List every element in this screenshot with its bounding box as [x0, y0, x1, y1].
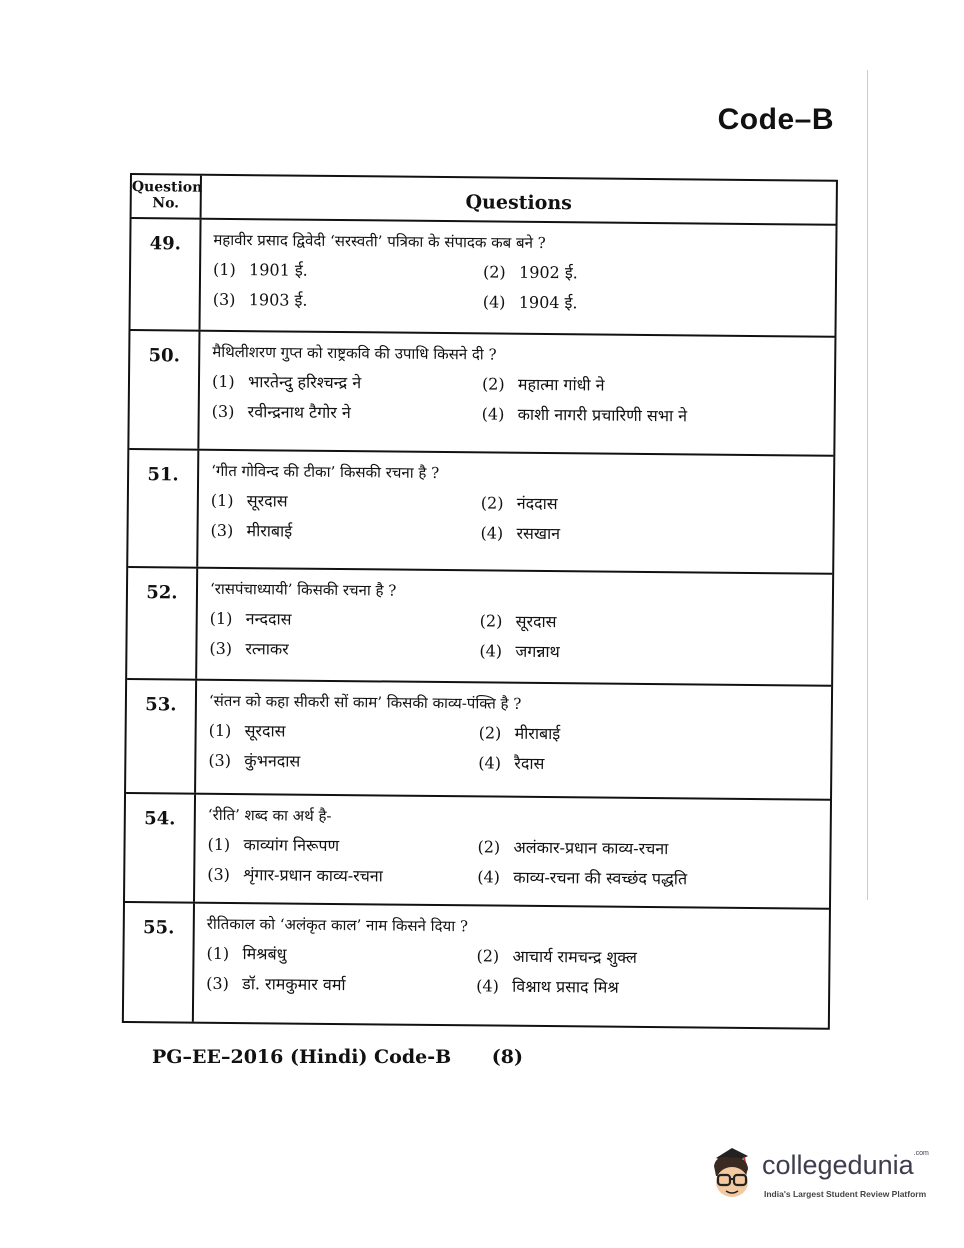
option-1 — [211, 489, 481, 514]
options-grid — [208, 719, 830, 777]
option-text: भारतेन्दु हरिश्चन्द्र ने — [247, 372, 362, 393]
option-number: (1) — [211, 371, 235, 392]
option-text: मीराबाई — [514, 723, 561, 744]
option-1 — [206, 942, 476, 967]
option-4 — [478, 751, 830, 776]
option-number: (2) — [477, 837, 501, 857]
option-number: (1) — [206, 943, 230, 963]
option-4 — [482, 402, 834, 427]
option-text: नंददास — [516, 493, 558, 514]
option-1 — [209, 719, 479, 744]
table-header — [132, 175, 836, 226]
question-row — [124, 903, 829, 1028]
question-text: ‘गीत गोविन्द की टीका’ किसकी रचना है ? — [211, 461, 440, 482]
option-number: (3) — [210, 520, 234, 541]
option-3 — [207, 863, 477, 888]
option-text: 1901 ई. — [248, 260, 308, 280]
question-text: रीतिकाल को ‘अलंकृत काल’ नाम किसने दिया ? — [206, 914, 469, 936]
option-3 — [212, 400, 482, 425]
option-text: डॉ. रामकुमार वर्मा — [242, 974, 346, 995]
question-row — [127, 568, 832, 687]
option-2 — [477, 835, 829, 860]
option-number: (2) — [476, 946, 500, 966]
option-1 — [213, 258, 483, 283]
question-text: मैथिलीशरण गुप्त को राष्ट्रकवि की उपाधि किसने दी ? — [212, 342, 497, 364]
question-row — [129, 331, 834, 457]
question-number: 49. — [131, 219, 202, 330]
questions-table — [122, 173, 838, 1030]
option-2 — [480, 609, 832, 634]
collegedunia-logo — [706, 1140, 936, 1210]
option-4 — [483, 290, 835, 315]
option-text: कुंभनदास — [244, 751, 301, 771]
options-grid — [210, 489, 832, 547]
page-footer — [152, 1046, 523, 1068]
options-grid — [209, 607, 831, 665]
question-text: ‘रासपंचाध्यायी’ किसकी रचना है ? — [209, 579, 397, 600]
question-body — [196, 681, 831, 799]
option-3 — [209, 637, 479, 662]
brand-tagline: India's Largest Student Review Platform — [764, 1189, 927, 1199]
question-text: महावीर प्रसाद द्विवेदी ‘सरस्वती’ पत्रिका के संपादक कब बने ? — [213, 230, 546, 252]
question-body — [198, 451, 833, 573]
option-text: सूरदास — [244, 721, 286, 741]
question-body — [197, 569, 832, 685]
option-number: (1) — [212, 259, 236, 280]
question-row — [125, 794, 830, 910]
option-number: (1) — [208, 720, 232, 740]
option-text: आचार्य रामचन्द्र शुक्ल — [512, 946, 638, 967]
option-4 — [479, 639, 831, 664]
option-text: 1904 ई. — [518, 292, 578, 313]
question-number: 51. — [128, 450, 199, 567]
option-number: (2) — [478, 723, 502, 743]
option-1 — [210, 607, 480, 632]
option-text: 1903 ई. — [248, 290, 308, 310]
option-4 — [476, 974, 828, 999]
option-text: जगन्नाथ — [515, 641, 560, 662]
option-2 — [481, 491, 833, 516]
option-text: सूरदास — [515, 611, 557, 632]
option-text: विश्नाथ प्रसाद मिश्र — [512, 976, 619, 997]
option-number: (4) — [481, 404, 505, 424]
option-text: रसखान — [516, 523, 561, 544]
options-grid — [206, 942, 828, 1000]
option-3 — [210, 519, 480, 544]
option-number: (2) — [479, 611, 503, 631]
option-2 — [483, 260, 835, 285]
option-text: काव्यांग निरूपण — [243, 835, 340, 856]
option-number: (4) — [476, 976, 499, 996]
option-2 — [482, 372, 834, 397]
column-header-question-no: Question No. — [132, 175, 202, 218]
options-grid — [212, 370, 834, 428]
option-1 — [212, 370, 482, 395]
brand-name: collegedunia$^{.com}$ — [762, 1150, 929, 1180]
option-2 — [479, 721, 831, 746]
option-number: (1) — [207, 834, 231, 854]
question-body — [194, 904, 829, 1028]
option-1 — [207, 833, 477, 858]
option-number: (1) — [209, 608, 233, 629]
option-4 — [477, 865, 829, 890]
option-text: 1902 ई. — [518, 262, 578, 283]
option-number: (3) — [208, 750, 232, 770]
question-number: 53. — [126, 680, 197, 793]
option-number: (4) — [479, 641, 503, 661]
question-row — [130, 219, 835, 338]
question-row — [126, 680, 831, 801]
question-number: 55. — [124, 903, 195, 1022]
option-text: रत्नाकर — [245, 639, 289, 659]
option-text: शृंगार-प्रधान काव्य-रचना — [243, 865, 383, 886]
paper-name: PG–EE–2016 (Hindi) Code-B — [152, 1046, 452, 1068]
option-3 — [213, 288, 483, 313]
question-body — [195, 795, 830, 908]
option-number: (2) — [481, 374, 505, 394]
option-number: (1) — [210, 490, 234, 511]
question-text: ‘संतन को कहा सीकरी सों काम’ किसकी काव्य-पंक्ति है ? — [208, 691, 522, 713]
options-grid — [213, 258, 835, 316]
option-number: (2) — [482, 262, 506, 282]
option-4 — [480, 521, 832, 546]
option-text: मीराबाई — [246, 521, 293, 541]
option-number: (4) — [480, 523, 504, 543]
mascot-icon — [706, 1140, 766, 1210]
paper-code: Code–B — [717, 103, 834, 136]
option-number: (3) — [211, 401, 235, 422]
question-number: 52. — [127, 568, 198, 679]
option-number: (3) — [212, 289, 236, 310]
option-text: सूरदास — [246, 491, 288, 511]
option-3 — [208, 749, 478, 774]
option-text: महात्मा गांधी ने — [517, 374, 605, 395]
option-text: नन्ददास — [245, 609, 292, 629]
option-text: काशी नागरी प्रचारिणी सभा ने — [517, 404, 688, 426]
page-number: (8) — [491, 1046, 523, 1068]
question-body — [200, 220, 835, 336]
option-text: अलंकार-प्रधान काव्य-रचना — [513, 837, 669, 859]
question-number: 50. — [129, 331, 200, 449]
option-number: (3) — [209, 638, 233, 659]
question-body — [199, 332, 834, 455]
option-number: (3) — [206, 973, 229, 993]
option-2 — [476, 944, 828, 969]
option-number: (3) — [207, 864, 231, 884]
option-text: रवीन्द्रनाथ टैगोर ने — [247, 402, 351, 423]
option-text: रैदास — [514, 753, 545, 774]
question-rows — [124, 219, 836, 1028]
column-header-questions: Questions — [465, 191, 572, 215]
question-text: ‘रीति’ शब्द का अर्थ है- — [207, 805, 332, 825]
options-grid — [207, 833, 829, 891]
page-edge-line — [867, 70, 868, 900]
option-number: (2) — [480, 493, 504, 513]
option-text: काव्य-रचना की स्वच्छंद पद्धति — [513, 867, 688, 889]
question-number: 54. — [125, 794, 196, 902]
option-text: मिश्रबंधु — [242, 944, 287, 964]
option-3 — [206, 972, 476, 997]
option-number: (4) — [477, 867, 501, 887]
option-number: (4) — [482, 292, 506, 312]
question-row — [128, 450, 833, 575]
option-number: (4) — [478, 753, 502, 773]
